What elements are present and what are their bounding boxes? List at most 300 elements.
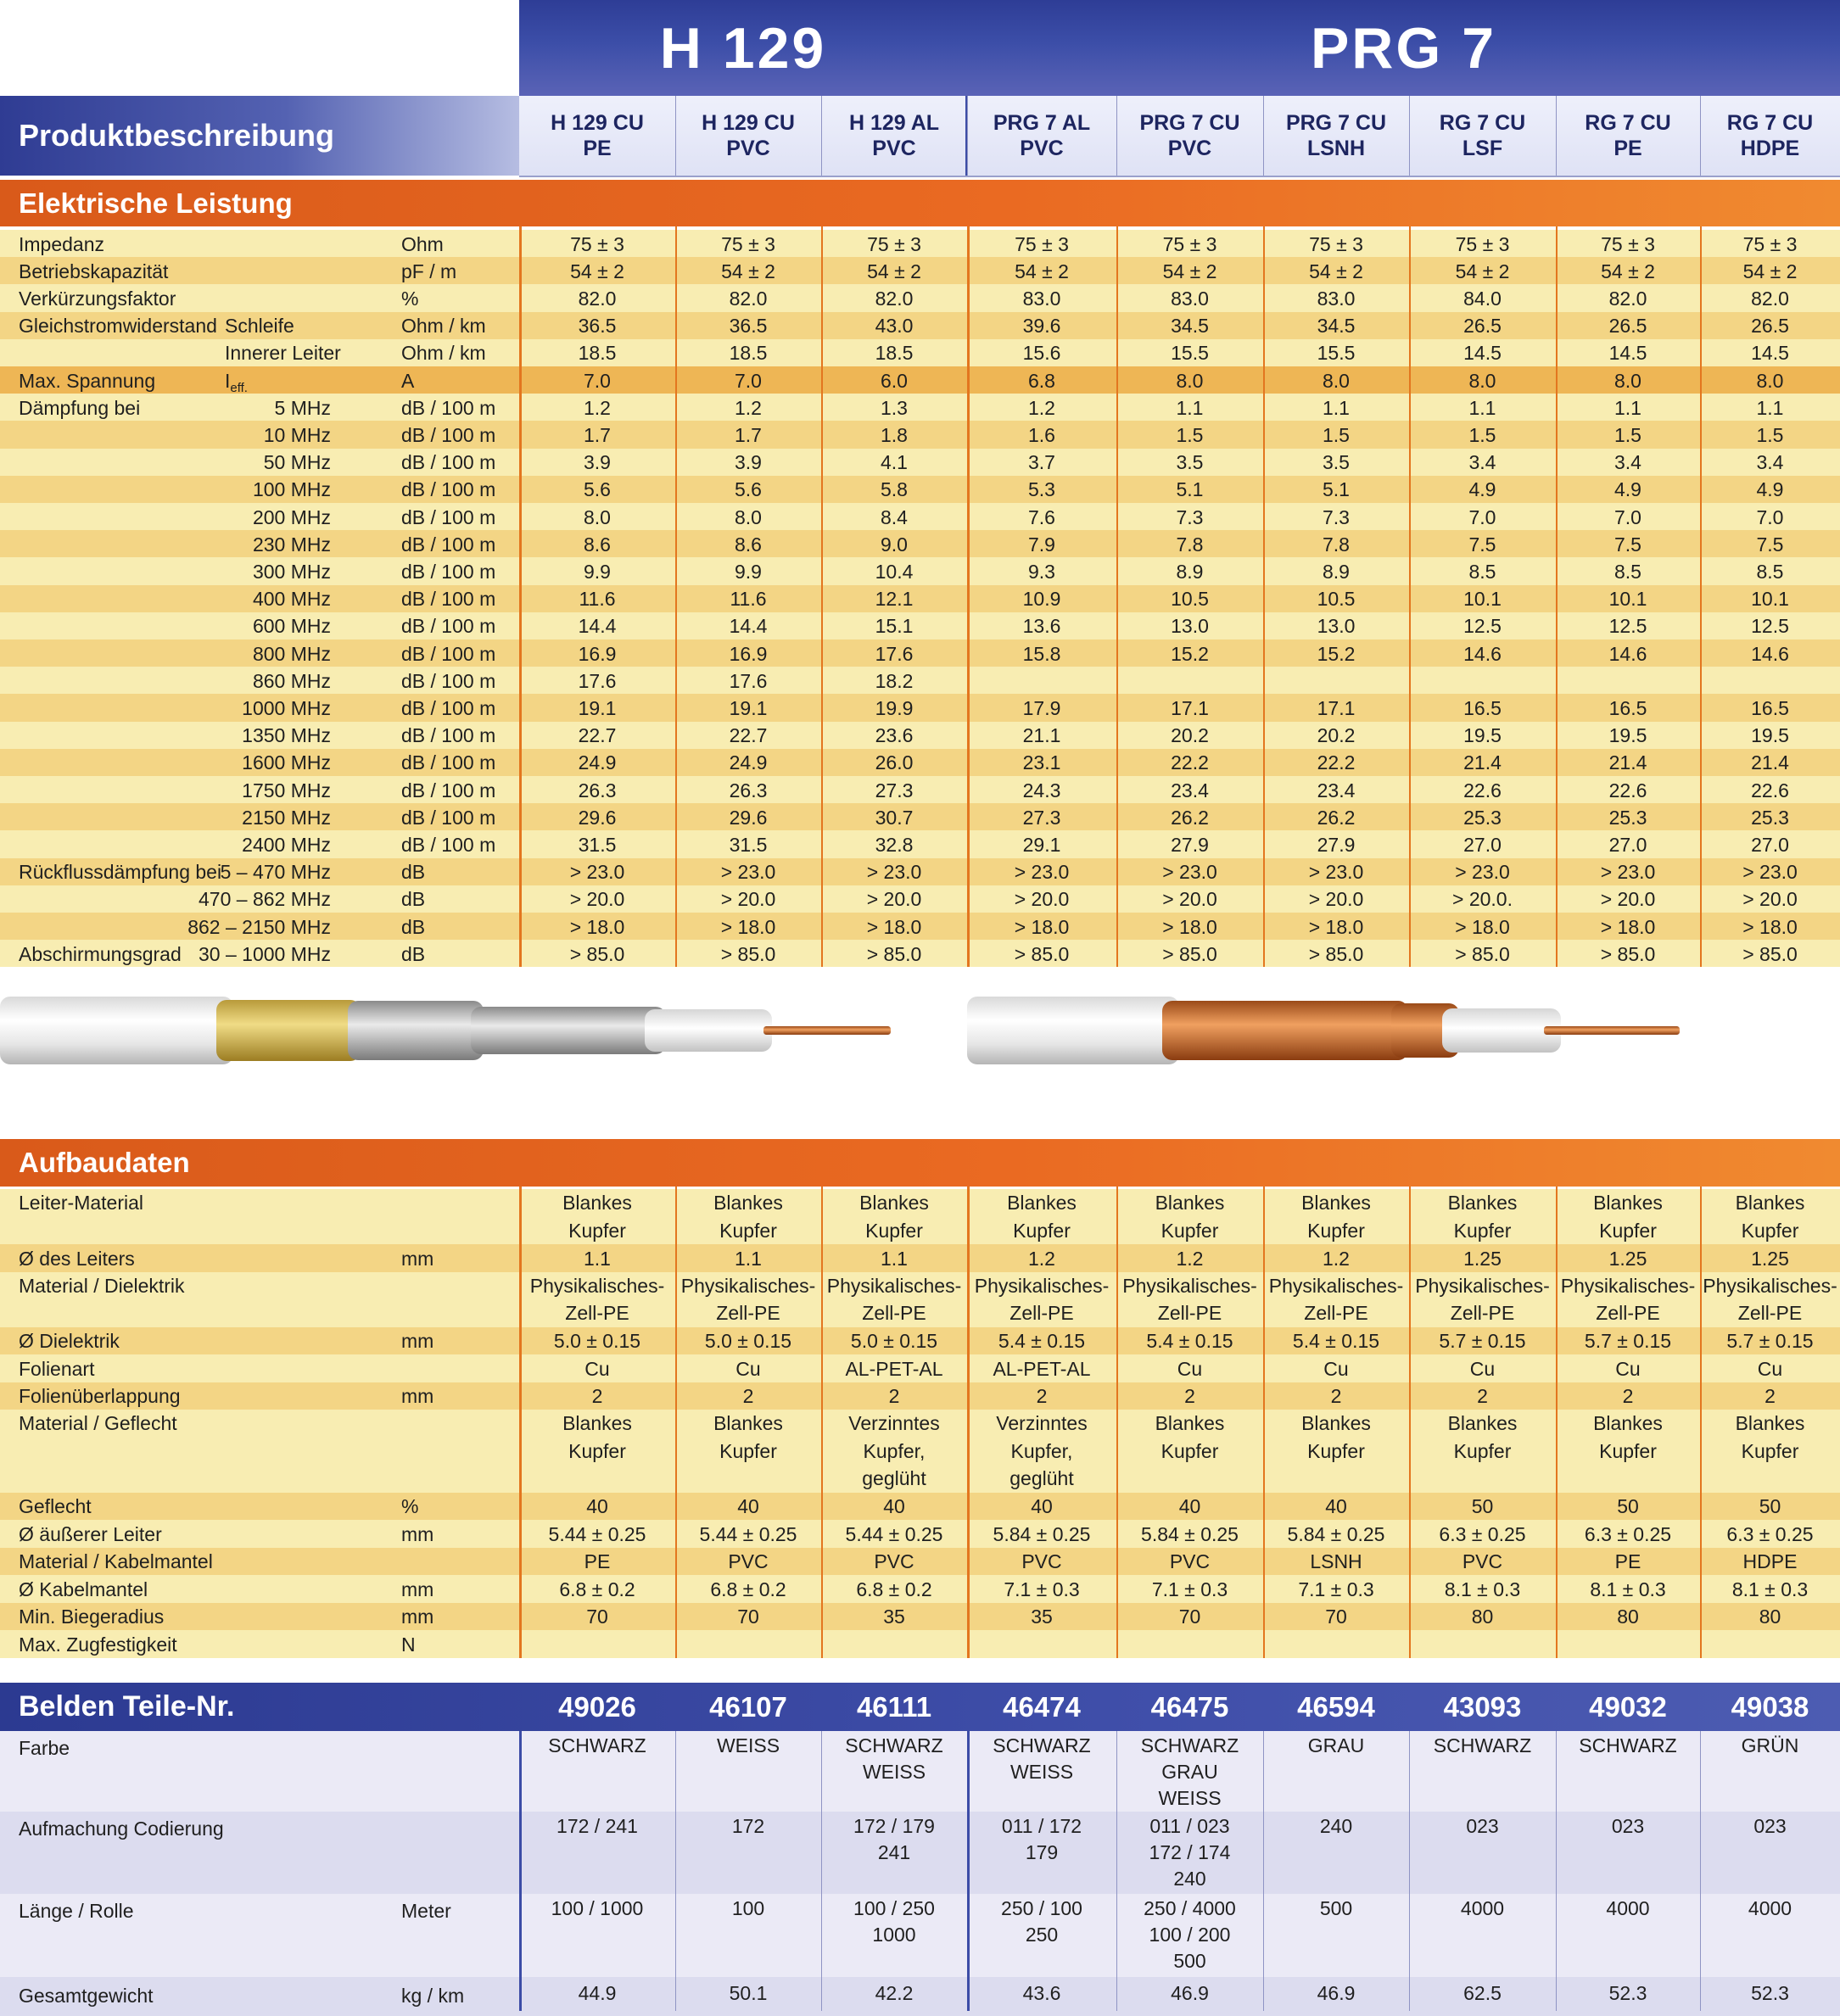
value-cell: 22.2 bbox=[1317, 751, 1356, 774]
value-cell: 1.5 bbox=[1614, 423, 1641, 446]
cell-line: Cu bbox=[1469, 1357, 1496, 1380]
value-cell: > 23.0 bbox=[1308, 861, 1364, 884]
frequency-label: 100 MHz bbox=[252, 478, 331, 501]
value-cell bbox=[675, 1245, 821, 1273]
cell-line: 011 / 023 bbox=[1149, 1815, 1230, 1837]
value-cell: 82.0 bbox=[729, 287, 768, 310]
column-header-line: PVC bbox=[872, 137, 916, 160]
cell-line: 40 bbox=[586, 1495, 608, 1517]
value-cell: 13.0 bbox=[1171, 615, 1209, 638]
value-cell: 54 ± 2 bbox=[1455, 260, 1510, 282]
value-cell bbox=[1263, 1521, 1409, 1549]
value-cell: 4.9 bbox=[1468, 478, 1496, 501]
value-cell: > 20.0. bbox=[1452, 888, 1513, 911]
value-cell: 8.0 bbox=[1323, 369, 1350, 392]
value-cell: 13.0 bbox=[1317, 615, 1356, 638]
value-cell: 54 ± 2 bbox=[1162, 260, 1217, 282]
cell-line: 1.25 bbox=[1751, 1247, 1789, 1270]
cell-line: 70 bbox=[586, 1606, 608, 1628]
group-header-prg7 bbox=[967, 0, 1840, 96]
value-cell: 12.5 bbox=[1751, 615, 1789, 638]
value-cell bbox=[519, 1410, 675, 1465]
value-cell: 83.0 bbox=[1317, 287, 1356, 310]
cell-line: Blankes bbox=[1735, 1192, 1805, 1214]
row-label: Gleichstromwiderstand bbox=[19, 315, 217, 338]
value-cell bbox=[1700, 1980, 1840, 2007]
frequency-label: 300 MHz bbox=[252, 560, 331, 583]
value-cell: 10.5 bbox=[1171, 588, 1209, 611]
cell-line: 500 bbox=[1319, 1897, 1353, 1919]
value-cell bbox=[675, 1189, 821, 1244]
value-cell bbox=[967, 1813, 1116, 1866]
column-header-line: PRG 7 CU bbox=[1139, 111, 1240, 135]
cell-line: PE bbox=[584, 1550, 611, 1572]
value-cell: 8.5 bbox=[1756, 560, 1784, 583]
value-cell: 75 ± 3 bbox=[1309, 232, 1363, 255]
value-cell: 8.9 bbox=[1323, 560, 1350, 583]
column-header bbox=[1556, 96, 1700, 176]
cell-line: 179 bbox=[1025, 1841, 1059, 1863]
cell-line: Blankes bbox=[1155, 1412, 1225, 1434]
unit-label: dB bbox=[401, 861, 426, 884]
value-cell: > 23.0 bbox=[1014, 861, 1070, 884]
value-cell: 3.5 bbox=[1323, 451, 1350, 474]
cell-line: Kupfer bbox=[719, 1219, 777, 1242]
value-cell: 22.6 bbox=[1463, 779, 1502, 801]
row-label: Ø Dielektrik bbox=[19, 1330, 120, 1352]
part-number-text: 43093 bbox=[1443, 1690, 1522, 1723]
column-header-line: PVC bbox=[1020, 137, 1064, 160]
value-cell bbox=[675, 1493, 821, 1521]
cell-line: Blankes bbox=[713, 1192, 783, 1214]
value-cell: 8.4 bbox=[881, 505, 908, 528]
value-cell bbox=[1263, 1576, 1409, 1604]
frequency-label: 600 MHz bbox=[252, 615, 331, 638]
part-number bbox=[1409, 1683, 1556, 1731]
cell-line: 250 / 4000 bbox=[1144, 1897, 1236, 1919]
value-cell bbox=[1263, 1355, 1409, 1383]
cell-line: Kupfer bbox=[865, 1219, 923, 1242]
value-cell: 10.1 bbox=[1608, 588, 1647, 611]
value-cell: 14.4 bbox=[578, 615, 617, 638]
value-cell: 8.0 bbox=[584, 505, 611, 528]
value-cell: 15.5 bbox=[1171, 342, 1209, 365]
cell-line: 5.84 ± 0.25 bbox=[1287, 1522, 1385, 1545]
value-cell bbox=[967, 1382, 1116, 1410]
cell-line: 240 bbox=[1319, 1815, 1353, 1837]
cell-line: Kupfer, bbox=[1010, 1439, 1073, 1462]
value-cell: > 85.0 bbox=[1162, 942, 1217, 965]
value-cell: > 85.0 bbox=[1600, 942, 1656, 965]
cell-line: 2 bbox=[1184, 1385, 1195, 1407]
value-cell bbox=[821, 1733, 967, 1785]
row-label: Ø des Leiters bbox=[19, 1247, 135, 1270]
value-cell: 34.5 bbox=[1317, 315, 1356, 338]
cell-line: Kupfer bbox=[719, 1439, 777, 1462]
value-cell bbox=[1116, 1603, 1263, 1631]
value-cell: 25.3 bbox=[1463, 806, 1502, 829]
column-header-line: RG 7 CU bbox=[1439, 111, 1526, 135]
cell-line: Kupfer bbox=[1307, 1439, 1365, 1462]
value-cell: > 18.0 bbox=[1014, 915, 1070, 938]
value-cell bbox=[1116, 1548, 1263, 1576]
value-cell: > 85.0 bbox=[1742, 942, 1798, 965]
cell-line: SCHWARZ bbox=[845, 1734, 943, 1756]
value-cell bbox=[821, 1355, 967, 1383]
part-number bbox=[1700, 1683, 1840, 1731]
value-cell: 20.2 bbox=[1317, 724, 1356, 747]
value-cell: 11.6 bbox=[730, 588, 767, 611]
value-cell: 29.1 bbox=[1022, 833, 1061, 856]
cell-line: GRÜN bbox=[1741, 1734, 1799, 1756]
value-cell: 7.5 bbox=[1756, 533, 1784, 556]
value-cell bbox=[821, 1493, 967, 1521]
value-cell: 26.5 bbox=[1463, 315, 1502, 338]
value-cell bbox=[519, 1189, 675, 1244]
value-cell bbox=[1116, 1272, 1263, 1327]
cell-line: 6.8 ± 0.2 bbox=[856, 1578, 932, 1600]
value-cell bbox=[519, 1521, 675, 1549]
cell-line: 5.7 ± 0.15 bbox=[1726, 1330, 1814, 1352]
value-cell: 15.2 bbox=[1171, 642, 1209, 665]
cell-line: 70 bbox=[1325, 1606, 1347, 1628]
cell-line: Kupfer bbox=[1013, 1219, 1071, 1242]
cell-line: 5.44 ± 0.25 bbox=[548, 1522, 646, 1545]
cell-line: geglüht bbox=[862, 1467, 926, 1489]
value-cell bbox=[519, 1896, 675, 1922]
value-cell: 54 ± 2 bbox=[1309, 260, 1363, 282]
cell-line: 40 bbox=[1178, 1495, 1201, 1517]
cell-line: HDPE bbox=[1742, 1550, 1798, 1572]
value-cell bbox=[1409, 1245, 1556, 1273]
value-cell bbox=[1700, 1576, 1840, 1604]
value-cell: 8.0 bbox=[735, 505, 762, 528]
row-label: Betriebskapazität bbox=[19, 260, 169, 282]
value-cell: > 18.0 bbox=[569, 915, 625, 938]
value-cell: 9.9 bbox=[735, 560, 762, 583]
cell-line: 1.2 bbox=[1028, 1247, 1055, 1270]
frequency-label: 200 MHz bbox=[252, 505, 331, 528]
value-cell: 1.5 bbox=[1176, 423, 1204, 446]
cell-line: 50 bbox=[1471, 1495, 1494, 1517]
frequency-label: 1600 MHz bbox=[242, 751, 331, 774]
value-cell: 14.6 bbox=[1463, 642, 1502, 665]
cell-line: 43.6 bbox=[1022, 1982, 1061, 2004]
group-header-h129 bbox=[519, 0, 967, 96]
value-cell bbox=[1409, 1493, 1556, 1521]
cell-line: Kupfer bbox=[1453, 1439, 1512, 1462]
construction-section-bar bbox=[0, 1139, 1840, 1187]
value-cell: > 23.0 bbox=[569, 861, 625, 884]
value-cell: 14.6 bbox=[1751, 642, 1789, 665]
cell-line: Zell-PE bbox=[1304, 1302, 1368, 1324]
value-cell bbox=[967, 1548, 1116, 1576]
value-cell: 19.1 bbox=[729, 696, 768, 719]
value-cell bbox=[1556, 1576, 1700, 1604]
value-cell: 17.1 bbox=[1317, 696, 1356, 719]
value-cell: > 85.0 bbox=[720, 942, 776, 965]
cell-line: 6.3 ± 0.25 bbox=[1439, 1522, 1526, 1545]
cell-line: 40 bbox=[1031, 1495, 1053, 1517]
cell-line: Physikalisches- bbox=[974, 1274, 1110, 1297]
unit-label: dB / 100 m bbox=[401, 451, 496, 474]
value-cell: 7.3 bbox=[1323, 505, 1350, 528]
value-cell bbox=[1116, 1382, 1263, 1410]
cell-line: 250 / 100 bbox=[1001, 1897, 1082, 1919]
value-cell: 3.5 bbox=[1176, 451, 1204, 474]
cell-line: AL-PET-AL bbox=[993, 1357, 1091, 1380]
value-cell: 13.6 bbox=[1022, 615, 1061, 638]
value-cell: 9.0 bbox=[881, 533, 908, 556]
value-cell: 4.9 bbox=[1756, 478, 1784, 501]
cell-line: 40 bbox=[737, 1495, 759, 1517]
value-cell: 8.0 bbox=[1468, 369, 1496, 392]
value-cell bbox=[675, 1980, 821, 2007]
unit-label: dB / 100 m bbox=[401, 423, 496, 446]
value-cell: 26.5 bbox=[1751, 315, 1789, 338]
cell-line: 2 bbox=[591, 1385, 603, 1407]
value-cell bbox=[1556, 1410, 1700, 1465]
value-cell: 26.5 bbox=[1608, 315, 1647, 338]
value-cell bbox=[1556, 1382, 1700, 1410]
value-cell: 10.5 bbox=[1317, 588, 1356, 611]
value-cell bbox=[1409, 1733, 1556, 1759]
unit-label: % bbox=[401, 287, 419, 310]
value-cell: 43.0 bbox=[875, 315, 914, 338]
value-cell: 82.0 bbox=[578, 287, 617, 310]
value-cell: 5.6 bbox=[584, 478, 611, 501]
value-cell: 1.8 bbox=[881, 423, 908, 446]
value-cell: 19.1 bbox=[578, 696, 617, 719]
section-title: Belden Teile-Nr. bbox=[19, 1690, 235, 1723]
unit-label: mm bbox=[401, 1247, 434, 1270]
value-cell: 14.5 bbox=[1751, 342, 1789, 365]
value-cell: 17.9 bbox=[1022, 696, 1061, 719]
cell-line: 7.1 ± 0.3 bbox=[1298, 1578, 1374, 1600]
value-cell: 34.5 bbox=[1171, 315, 1209, 338]
value-cell: > 20.0 bbox=[866, 888, 922, 911]
cell-line: Blankes bbox=[1593, 1192, 1663, 1214]
column-header bbox=[821, 96, 967, 176]
value-cell: 18.2 bbox=[875, 669, 914, 692]
cell-line: 7.1 ± 0.3 bbox=[1004, 1578, 1080, 1600]
cell-line: PVC bbox=[1462, 1550, 1503, 1572]
frequency-label: 1350 MHz bbox=[242, 724, 331, 747]
cell-line: 241 bbox=[877, 1841, 911, 1863]
value-cell bbox=[821, 1245, 967, 1273]
h129-cable-photo bbox=[0, 984, 899, 1077]
cell-line: Zell-PE bbox=[1737, 1302, 1803, 1324]
value-cell bbox=[1116, 1493, 1263, 1521]
value-cell bbox=[967, 1272, 1116, 1327]
column-header-line: PE bbox=[1613, 137, 1642, 160]
cell-line: 5.7 ± 0.15 bbox=[1439, 1330, 1526, 1352]
cell-line: 1.2 bbox=[1176, 1247, 1204, 1270]
value-cell: > 18.0 bbox=[720, 915, 776, 938]
value-cell: > 18.0 bbox=[866, 915, 922, 938]
value-cell bbox=[1263, 1272, 1409, 1327]
value-cell: 31.5 bbox=[729, 833, 768, 856]
value-cell: 5.1 bbox=[1323, 478, 1350, 501]
cell-line: 1.25 bbox=[1463, 1247, 1502, 1270]
cell-line: WEISS bbox=[1009, 1761, 1074, 1783]
cell-line: Physikalisches- bbox=[529, 1274, 665, 1297]
value-cell: > 23.0 bbox=[866, 861, 922, 884]
value-cell: 32.8 bbox=[875, 833, 914, 856]
cell-line: 40 bbox=[883, 1495, 905, 1517]
cell-line: 172 / 179 bbox=[853, 1815, 935, 1837]
cell-line: Blankes bbox=[1007, 1192, 1077, 1214]
unit-label: dB / 100 m bbox=[401, 505, 496, 528]
value-cell bbox=[1556, 1521, 1700, 1549]
value-cell: 23.1 bbox=[1022, 751, 1061, 774]
cell-line: 2 bbox=[888, 1385, 900, 1407]
cell-line: 4000 bbox=[1606, 1897, 1650, 1919]
cell-line: Kupfer bbox=[1160, 1439, 1219, 1462]
value-cell: > 20.0 bbox=[1014, 888, 1070, 911]
value-cell: 54 ± 2 bbox=[1015, 260, 1069, 282]
cell-line: 8.1 ± 0.3 bbox=[1590, 1578, 1666, 1600]
column-header-line: RG 7 CU bbox=[1585, 111, 1671, 135]
cell-line: 8.1 ± 0.3 bbox=[1444, 1578, 1521, 1600]
value-cell bbox=[821, 1980, 967, 2007]
cell-line: 240 bbox=[1173, 1868, 1206, 1890]
value-cell bbox=[1263, 1813, 1409, 1840]
value-cell: 27.0 bbox=[1608, 833, 1647, 856]
value-cell: 24.3 bbox=[1022, 779, 1061, 801]
cell-line: geglüht bbox=[1009, 1467, 1074, 1489]
value-cell: 15.8 bbox=[1022, 642, 1061, 665]
value-cell: 3.4 bbox=[1756, 451, 1784, 474]
value-cell: 1.1 bbox=[1614, 396, 1641, 419]
value-cell: 29.6 bbox=[578, 806, 617, 829]
value-cell bbox=[1409, 1272, 1556, 1327]
value-cell: 9.9 bbox=[584, 560, 611, 583]
value-cell bbox=[1556, 1272, 1700, 1327]
value-cell bbox=[519, 1733, 675, 1759]
part-number bbox=[675, 1683, 821, 1731]
value-cell: 1.1 bbox=[1176, 396, 1204, 419]
value-cell bbox=[675, 1896, 821, 1922]
cell-line: 6.3 ± 0.25 bbox=[1584, 1522, 1672, 1545]
value-cell bbox=[1700, 1521, 1840, 1549]
value-cell: > 20.0 bbox=[1742, 888, 1798, 911]
cell-line: 46.9 bbox=[1171, 1982, 1209, 2004]
product-label-text: Produktbeschreibung bbox=[19, 118, 335, 153]
value-cell bbox=[1263, 1327, 1409, 1355]
unit-label: dB / 100 m bbox=[401, 396, 496, 419]
value-cell bbox=[675, 1272, 821, 1327]
row-label: Geflecht bbox=[19, 1495, 92, 1517]
section-title: Elektrische Leistung bbox=[19, 187, 293, 219]
column-header-line: LSF bbox=[1462, 137, 1503, 160]
value-cell: > 20.0 bbox=[1600, 888, 1656, 911]
unit-label: kg / km bbox=[401, 1985, 465, 2007]
value-cell: 75 ± 3 bbox=[1601, 232, 1655, 255]
row-label: Folienart bbox=[19, 1357, 95, 1380]
cell-line: Physikalisches- bbox=[1415, 1274, 1550, 1297]
cell-line: 100 / 1000 bbox=[551, 1897, 644, 1919]
value-cell: 75 ± 3 bbox=[1015, 232, 1069, 255]
value-cell bbox=[519, 1327, 675, 1355]
value-cell: 20.2 bbox=[1171, 724, 1209, 747]
cell-line: Blankes bbox=[1447, 1192, 1518, 1214]
value-cell: 7.8 bbox=[1176, 533, 1204, 556]
cell-line: 1.1 bbox=[735, 1247, 762, 1270]
unit-label: mm bbox=[401, 1578, 434, 1600]
cell-line: 023 bbox=[1466, 1815, 1499, 1837]
column-header bbox=[1263, 96, 1409, 176]
value-cell bbox=[519, 1980, 675, 2007]
value-cell bbox=[1409, 1355, 1556, 1383]
part-number-text: 46475 bbox=[1150, 1690, 1229, 1723]
value-cell bbox=[1409, 1576, 1556, 1604]
unit-label: dB / 100 m bbox=[401, 642, 496, 665]
value-cell: 4.1 bbox=[881, 451, 908, 474]
value-cell: 16.5 bbox=[1751, 696, 1789, 719]
cell-line: Cu bbox=[1615, 1357, 1641, 1380]
cell-line: 44.9 bbox=[578, 1982, 617, 2004]
cell-line: 2 bbox=[1036, 1385, 1048, 1407]
unit-label: dB bbox=[401, 942, 426, 965]
value-cell: 7.3 bbox=[1176, 505, 1204, 528]
value-cell: 3.7 bbox=[1028, 451, 1055, 474]
value-cell: > 85.0 bbox=[1455, 942, 1510, 965]
value-cell: 1.3 bbox=[881, 396, 908, 419]
prg7-cable-photo bbox=[967, 984, 1714, 1077]
cell-line: Physikalisches- bbox=[1268, 1274, 1404, 1297]
value-cell bbox=[1700, 1382, 1840, 1410]
row-label: Material / Kabelmantel bbox=[19, 1550, 213, 1572]
value-cell bbox=[821, 1603, 967, 1631]
cell-line: 6.8 ± 0.2 bbox=[559, 1578, 635, 1600]
column-header bbox=[1409, 96, 1556, 176]
value-cell: 39.6 bbox=[1022, 315, 1061, 338]
cell-line: PVC bbox=[728, 1550, 769, 1572]
value-cell: 18.5 bbox=[875, 342, 914, 365]
value-cell bbox=[1116, 1355, 1263, 1383]
row-label: Abschirmungsgrad bbox=[19, 942, 182, 965]
value-cell bbox=[1263, 1493, 1409, 1521]
value-cell: 17.6 bbox=[729, 669, 768, 692]
value-cell bbox=[1700, 1813, 1840, 1840]
value-cell: 8.0 bbox=[1176, 369, 1204, 392]
value-cell: 9.3 bbox=[1028, 560, 1055, 583]
cell-line: 35 bbox=[1031, 1606, 1053, 1628]
cell-line: Blankes bbox=[1155, 1192, 1225, 1214]
frequency-label: 1750 MHz bbox=[242, 779, 331, 801]
value-cell bbox=[1116, 1245, 1263, 1273]
group-title: PRG 7 bbox=[1310, 15, 1497, 81]
value-cell: 17.6 bbox=[578, 669, 617, 692]
cell-line: Physikalisches- bbox=[680, 1274, 816, 1297]
part-number-text: 46474 bbox=[1003, 1690, 1081, 1723]
value-cell: 14.6 bbox=[1608, 642, 1647, 665]
part-number-text: 49026 bbox=[558, 1690, 636, 1723]
value-cell: 3.4 bbox=[1614, 451, 1641, 474]
value-cell bbox=[821, 1548, 967, 1576]
value-cell: 7.9 bbox=[1028, 533, 1055, 556]
row-label: Min. Biegeradius bbox=[19, 1606, 165, 1628]
value-cell: 7.8 bbox=[1323, 533, 1350, 556]
value-cell: 8.6 bbox=[735, 533, 762, 556]
value-cell: 5.1 bbox=[1176, 478, 1204, 501]
cell-line: 40 bbox=[1325, 1495, 1347, 1517]
value-cell: 24.9 bbox=[729, 751, 768, 774]
value-cell: 7.5 bbox=[1614, 533, 1641, 556]
value-cell: 54 ± 2 bbox=[1601, 260, 1655, 282]
value-cell: 7.0 bbox=[1468, 505, 1496, 528]
